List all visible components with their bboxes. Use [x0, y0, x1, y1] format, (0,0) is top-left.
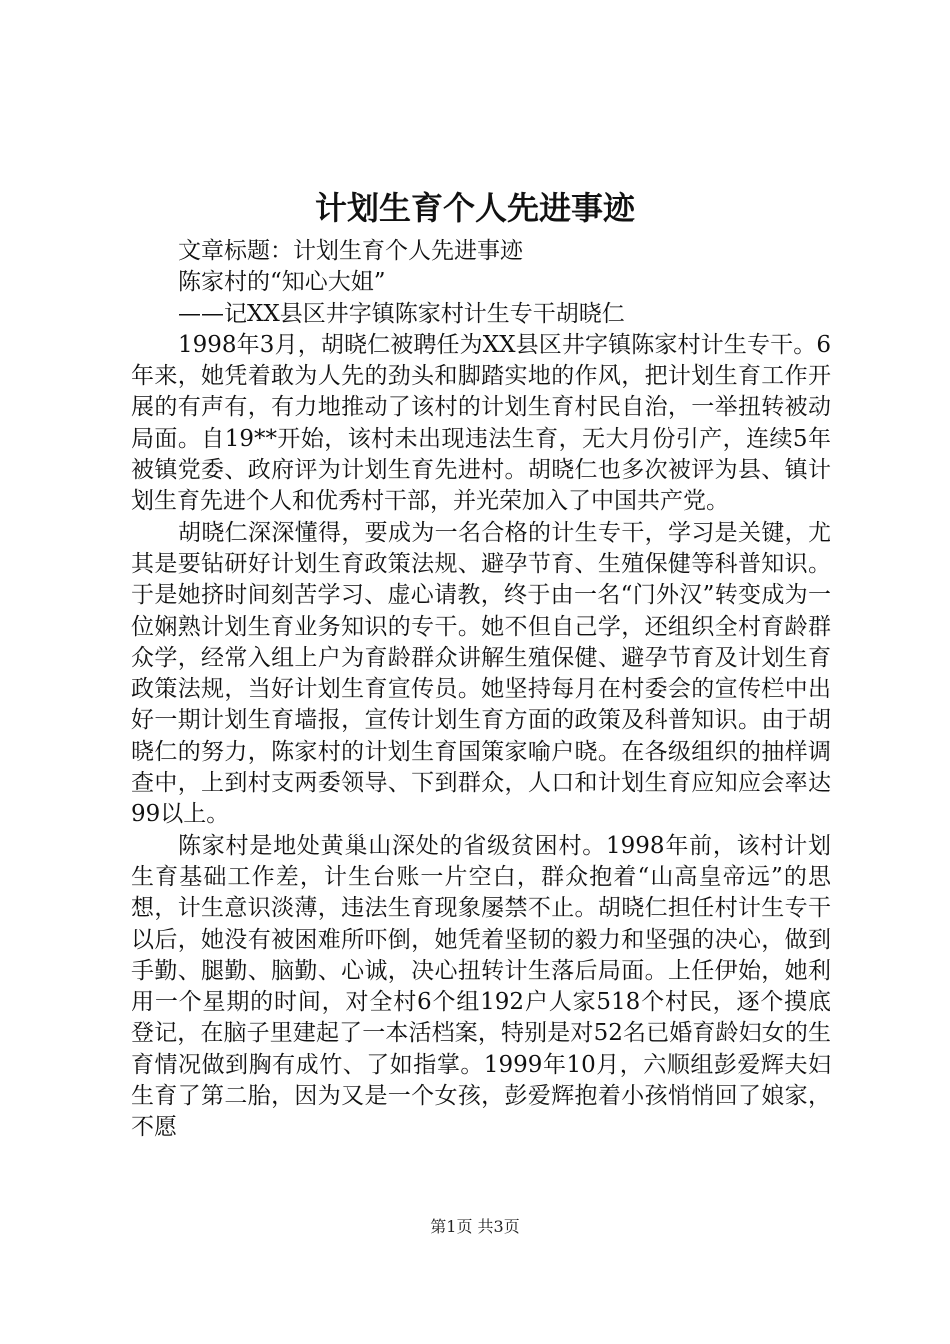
document-title: 计划生育个人先进事迹 [314, 189, 635, 227]
paragraph-2: 胡晓仁深深懂得，要成为一名合格的计生专干，学习是关键，尤其是要钻研好计划生育政策法规、避孕节育、生殖保健等科普知识。于是她挤时间刻苦学习、虚心请教，终于由一名“门外汉”转变成为一位娴熟计划生育业务知识的专干。她不但自己学，还组织全村育龄群众学，经常入组上户为育龄群众讲解生殖保健、避孕节育及计划生育政策法规，当好计划生育宣传员。她坚持每月在村委会的宣传栏中出好一期计划生育墙报，宣传计划生育方面的政策及科普知识。由于胡晓仁的努力，陈家村的计划生育国策家喻户晓。在各级组织的抽样调查中，上到村支两委领导、下到群众，人口和计划生育应知应会率达99以上。 [131, 519, 831, 828]
byline: ——记XX县区井字镇陈家村计生专干胡晓仁 [178, 300, 625, 327]
document-body [131, 236, 831, 1144]
paragraph-1: 1998年3月，胡晓仁被聘任为XX县区井字镇陈家村计生专干。6年来，她凭着敢为人先的劲头和脚踏实地的作风，把计划生育工作开展的有声有，有力地推动了该村的计划生育村民自治，一举扭转被动局面。自19**开始，该村未出现违法生育，无大月份引产，连续5年被镇党委、政府评为计划生育先进村。胡晓仁也多次被评为县、镇计划生育先进个人和优秀村干部，并光荣加入了中国共产党。 [131, 331, 831, 515]
page-number-footer: 第1页 共3页 [430, 1217, 520, 1236]
article-title-line: 文章标题：计划生育个人先进事迹 [178, 238, 523, 264]
paragraph-3: 陈家村是地处黄巢山深处的省级贫困村。1998年前，该村计划生育基础工作差，计生台账一片空白，群众抱着“山高皇帝远”的思想，计生意识淡薄，违法生育现象屡禁不止。胡晓仁担任村计生专干以后，她没有被困难所吓倒，她凭着坚韧的毅力和坚强的决心，做到手勤、腿勤、脑勤、心诚，决心扭转计生落后局面。上任伊始，她利用一个星期的时间，对全村6个组192户人家518个村民，逐个摸底登记，在脑子里建起了一本活档案，特别是对52名已婚育龄妇女的生育情况做到胸有成竹、了如指掌。1999年10月，六顺组彭爱辉夫妇生育了第二胎，因为又是一个女孩，彭爱辉抱着小孩悄悄回了娘家，不愿 [131, 832, 831, 1141]
subtitle-line: 陈家村的“知心大姐” [178, 269, 386, 296]
